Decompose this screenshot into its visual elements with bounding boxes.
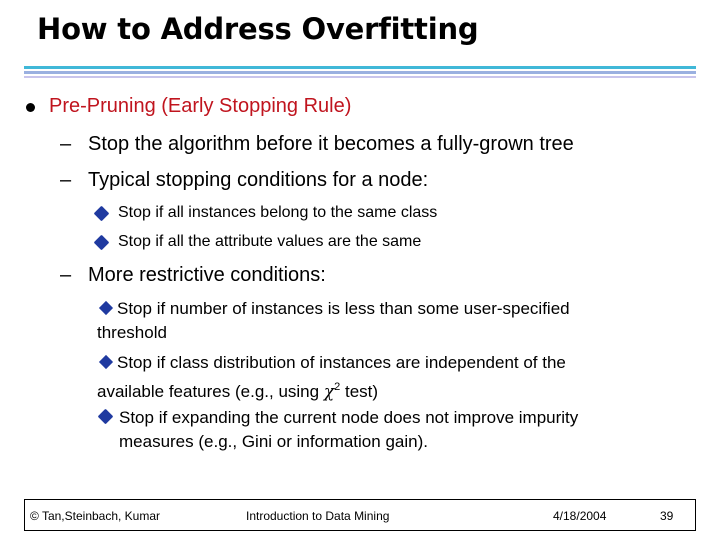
dash-bullet-icon: – xyxy=(60,133,72,155)
footer-page-number: 39 xyxy=(660,509,674,523)
diamond-bullet-icon xyxy=(98,409,114,425)
restrictive-condition-impurity xyxy=(119,406,679,454)
condition-text: Stop if class distribution of instances are independent of the xyxy=(117,353,566,372)
restrictive-condition-independence xyxy=(97,351,667,404)
title-rule-middle xyxy=(24,71,696,74)
footer-course: Introduction to Data Mining xyxy=(246,509,390,523)
dash-bullet-icon: – xyxy=(60,169,72,191)
diamond-bullet-icon xyxy=(99,301,113,315)
restrictive-condition-threshold xyxy=(97,297,667,345)
round-bullet-icon xyxy=(26,103,35,112)
condition-text-end: test) xyxy=(345,382,379,401)
condition-text: Stop if expanding the current node does not improve impurity xyxy=(119,408,579,427)
sub-bullet-stop-algorithm: Stop the algorithm before it becomes a fully-grown tree xyxy=(88,133,574,155)
diamond-bullet-icon xyxy=(99,355,113,369)
title-rule-top xyxy=(24,66,696,69)
chi-superscript: 2 xyxy=(334,381,341,393)
slide-title: How to Address Overfitting xyxy=(37,12,479,46)
footer-copyright: © Tan,Steinbach, Kumar xyxy=(30,509,161,523)
diamond-bullet-icon xyxy=(94,235,110,251)
condition-same-attribute-values: Stop if all the attribute values are the same xyxy=(118,233,422,250)
condition-text: Stop if number of instances is less than some user-specified xyxy=(117,299,570,318)
footer-date: 4/18/2004 xyxy=(553,509,607,523)
diamond-bullet-icon xyxy=(94,206,110,222)
condition-text-continued: available features (e.g., using xyxy=(97,382,320,401)
condition-text-continued: threshold xyxy=(97,323,167,342)
sub-bullet-more-restrictive: More restrictive conditions: xyxy=(88,264,326,286)
title-rule-bottom xyxy=(24,76,696,78)
sub-bullet-typical-conditions: Typical stopping conditions for a node: xyxy=(88,169,429,191)
condition-text-continued: measures (e.g., Gini or information gain). xyxy=(119,432,428,451)
condition-same-class: Stop if all instances belong to the same class xyxy=(118,204,438,221)
bullet-pre-pruning: Pre-Pruning (Early Stopping Rule) xyxy=(49,95,352,117)
chi-symbol: χ xyxy=(323,382,335,402)
dash-bullet-icon: – xyxy=(60,264,72,286)
